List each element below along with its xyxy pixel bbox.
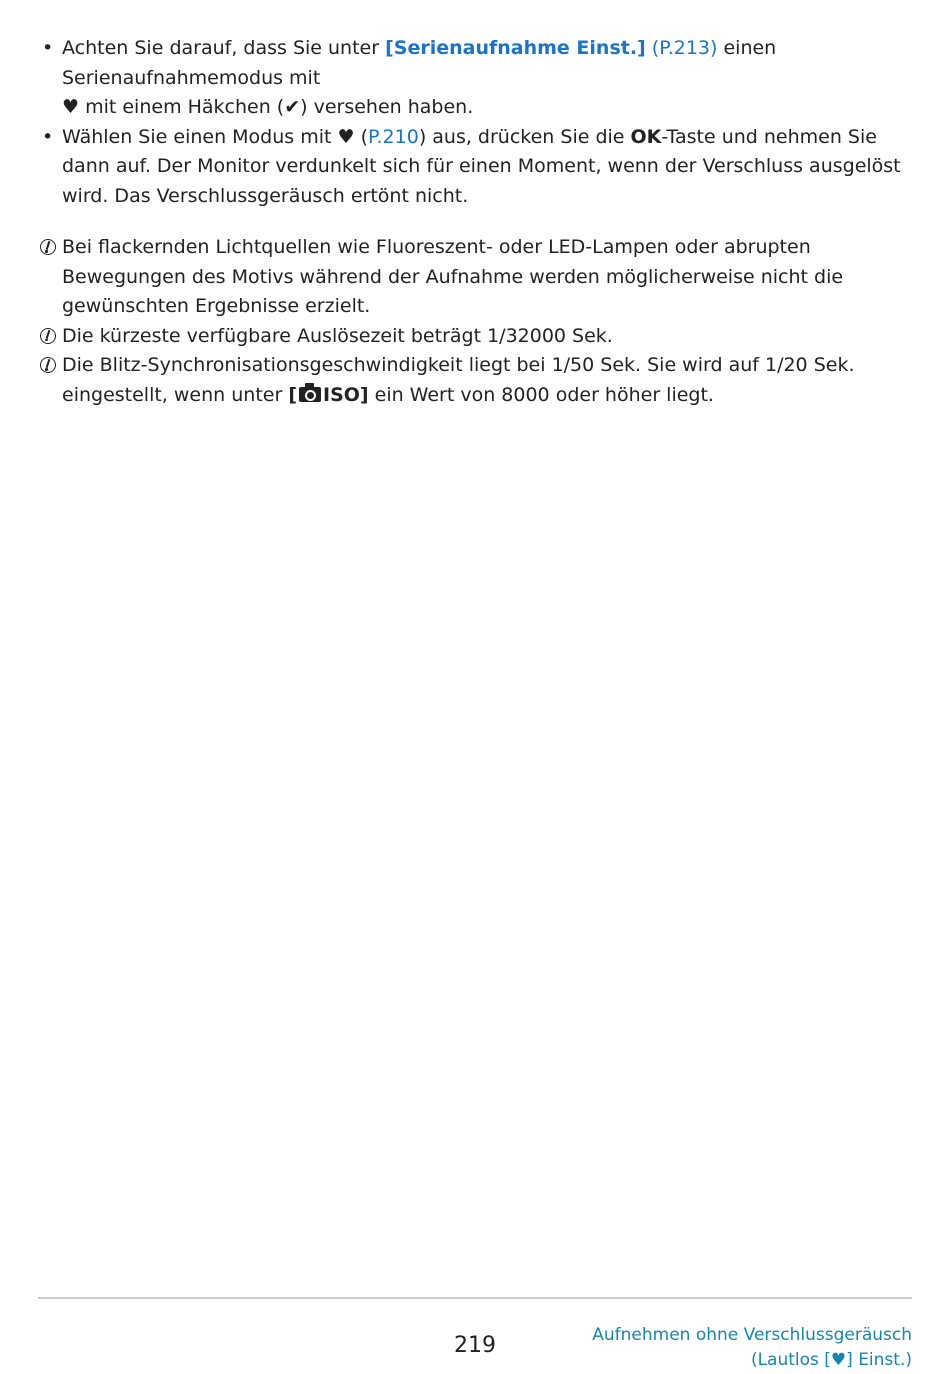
bullet-dot: • bbox=[42, 37, 54, 59]
bullet-item-1 bbox=[40, 34, 910, 123]
bullet-1-text-c: mit einem Häkchen ( bbox=[79, 96, 285, 118]
bullet-2-text-b: ) aus, drücken Sie die bbox=[418, 125, 631, 148]
spacer bbox=[40, 211, 910, 233]
note-item-3 bbox=[40, 351, 910, 410]
footer-section-title[interactable] bbox=[592, 1323, 912, 1373]
note-item-2 bbox=[40, 322, 910, 352]
camera-icon bbox=[299, 387, 321, 402]
ok-button-label: OK bbox=[630, 125, 662, 148]
page-content bbox=[40, 34, 910, 410]
iso-label: ISO] bbox=[323, 383, 369, 406]
silent-heart-icon: ♥ bbox=[62, 96, 80, 118]
bullet-item-2 bbox=[40, 123, 910, 212]
bullet-1-text-a: Achten Sie darauf, dass Sie unter bbox=[62, 37, 386, 59]
bullet-2-text-c: -Taste und nehmen Sie dann auf. Der Monitor verdunkelt sich für einen Moment, wenn der Verschluss ausgelöst wird. Das Verschlussgeräusch ertönt nicht. bbox=[62, 125, 901, 207]
bullet-2-ref-open: ( bbox=[354, 125, 368, 148]
bullet-dot: • bbox=[42, 125, 54, 148]
caution-icon bbox=[40, 239, 56, 255]
caution-icon bbox=[40, 357, 56, 373]
checkmark-icon: ✔ bbox=[284, 96, 301, 118]
bullet-2-text-a: Wählen Sie einen Modus mit bbox=[62, 125, 338, 148]
caution-icon bbox=[40, 328, 56, 344]
page-ref-213-link[interactable]: (P.213) bbox=[651, 37, 718, 59]
bracket-open: [ bbox=[288, 383, 297, 406]
page-number: 219 bbox=[454, 1333, 496, 1358]
footer-title-line-1: Aufnehmen ohne Verschlussgeräusch bbox=[592, 1325, 912, 1345]
note-2-text: Die kürzeste verfügbare Auslösezeit beträgt 1/32000 Sek. bbox=[62, 324, 613, 347]
page-ref-210-link[interactable]: P.210 bbox=[368, 125, 419, 148]
bullet-1-text-d: ) versehen haben. bbox=[300, 96, 474, 118]
footer-divider bbox=[38, 1297, 912, 1299]
bullet-1-text-b: einen Serienaufnahmemodus mit bbox=[62, 37, 777, 89]
note-1-text: Bei flackernden Lichtquellen wie Fluoreszent- oder LED-Lampen oder abrupten Bewegungen des Motivs während der Aufnahme werden möglicherweise nicht die gewünschten Ergebnisse erzielt. bbox=[62, 236, 844, 317]
note-item-1 bbox=[40, 233, 910, 322]
note-3-text-b: ein Wert von 8000 oder höher liegt. bbox=[368, 383, 714, 406]
footer-title-line-2: (Lautlos [♥] Einst.) bbox=[750, 1350, 912, 1370]
silent-heart-icon: ♥ bbox=[337, 125, 355, 148]
serienaufnahme-link[interactable]: [Serienaufnahme Einst.] bbox=[385, 37, 646, 59]
note-3-text-a: Die Blitz-Synchronisationsgeschwindigkeit liegt bei 1/50 Sek. Sie wird auf 1/20 Sek. eingestellt, wenn unter bbox=[62, 354, 855, 406]
